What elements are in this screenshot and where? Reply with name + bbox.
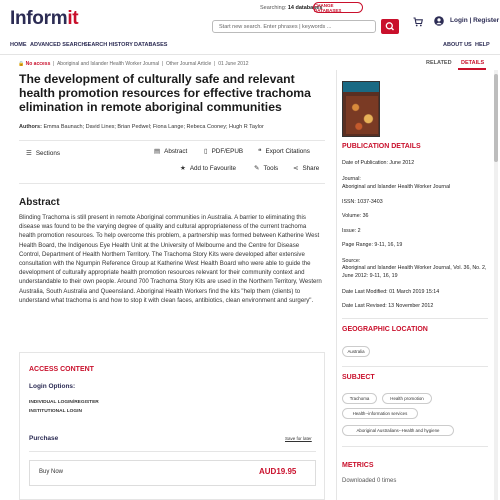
top-nav (0, 40, 500, 54)
nav-databases[interactable]: DATABASES (134, 42, 168, 48)
nav-search-history[interactable]: SEARCH HISTORY (84, 42, 133, 48)
divider (342, 366, 488, 367)
export-citations-button[interactable] (258, 147, 310, 155)
metrics-heading: METRICS (342, 462, 374, 469)
add-to-favourite-button[interactable] (180, 164, 236, 172)
source-label: Source: (342, 258, 361, 264)
buy-now-label: Buy Now (39, 469, 64, 475)
share-label: Share (302, 164, 320, 172)
tools-label: Tools (263, 164, 279, 172)
purchase-heading: Purchase (29, 435, 59, 442)
cart-icon[interactable] (413, 17, 423, 27)
page-range: Page Range: 9-11, 16, 19 (342, 242, 403, 248)
login-register-link[interactable]: Login | Register (450, 17, 500, 24)
quote-icon: ❝ (258, 148, 262, 155)
share-button[interactable] (293, 164, 319, 172)
save-for-later-link[interactable]: Save for later (285, 436, 312, 441)
abstract-text: Blinding Trachoma is still present in remote Aboriginal communities in Australia. A barrier to eliminating this disease was found to be the varying degree of quality and cultural appropriateness of the current trachoma health promotion resources. To help overcome this problem, a partnership was formed between Katherine West Health Board, the Indigenous Eye Health Unit at the University of Melbourne and the Centre for Disease Control, Department of Health Northern Territory. The Trachoma Story Kits were developed after extensive consultation with the Ngumpin Reference Group at Katherine West Health Board who were able to guide the development of culturally appropriate health promotion resources relevant for their community context and understandable to their own people. Around 700 Trachoma Story Kits are used in the Northern Territory, Western Australia, South Australia and Queensland. Aboriginal Health Workers find the kits "help them (clients) to understand what trachoma is and how to stop it with clean faces, antibiotics, clean environment and surgery". (19, 214, 322, 304)
tab-related[interactable]: RELATED (426, 60, 452, 66)
abstract-label: Abstract (164, 147, 188, 155)
document-icon: ▤ (154, 148, 161, 155)
searching-count: 14 databases (287, 5, 323, 11)
price: AUD19.95 (259, 467, 297, 476)
pdf-label: PDF/EPUB (211, 147, 244, 155)
subject-chip[interactable]: Health promotion (382, 393, 432, 404)
divider (342, 318, 488, 319)
authors (19, 124, 264, 130)
change-databases-button[interactable]: CHANGE DATABASES (313, 2, 363, 13)
nav-home[interactable]: HOME (10, 42, 27, 48)
subject-chip[interactable]: Health--information services (342, 408, 418, 419)
wrench-icon: ✎ (254, 165, 260, 172)
pdf-epub-button[interactable] (204, 147, 243, 155)
no-access-badge: No access (25, 61, 51, 67)
download-count: Downloaded 0 times (342, 478, 397, 484)
authors-label: Authors: (19, 124, 42, 130)
nav-divider (0, 54, 500, 55)
citations-label: Export Citations (265, 147, 310, 155)
user-icon (434, 16, 444, 26)
date-last-modified: Date Last Modified: 01 March 2019 15:14 (342, 289, 440, 295)
journal-label: Journal: (342, 176, 361, 182)
scrollbar-thumb[interactable] (494, 74, 498, 162)
authors-list[interactable]: Emma Baunach; David Lines; Brian Pedwel; Fiona Lange; Rebeca Cooney; Hugh R Taylor (43, 124, 264, 130)
issn: ISSN: 1037-3403 (342, 199, 383, 205)
subject-chip[interactable]: Trachoma (342, 393, 377, 404)
search-icon (381, 19, 399, 34)
file-icon: ▯ (204, 148, 208, 155)
breadcrumb: 🔒 No access | Aboriginal and Islander Health Worker Journal | Other Journal Article | 01 June 2012 (18, 61, 249, 67)
divider (19, 140, 325, 141)
geo-chip-australia[interactable]: Australia (342, 346, 370, 357)
source: Aboriginal and Islander Health Worker Journal, Vol. 36, No. 2, June 2012: 9-11, 16, 19 (342, 265, 487, 279)
informit-logo[interactable] (10, 8, 78, 30)
searching-label: Searching: (260, 5, 287, 11)
share-icon: ⋖ (293, 165, 299, 172)
logo-accent: it (67, 8, 79, 29)
date-last-revised: Date Last Revised: 13 November 2012 (342, 303, 434, 309)
article-title: The development of culturally safe and relevant health promotion resources for effective trachoma elimination in remote aboriginal communities (19, 72, 311, 114)
nav-about-us[interactable]: ABOUT US (443, 42, 472, 48)
sections-button[interactable] (26, 149, 60, 157)
nav-help[interactable]: HELP (475, 42, 490, 48)
nav-advanced-search[interactable]: ADVANCED SEARCH (30, 42, 86, 48)
journal-name[interactable]: Aboriginal and Islander Health Worker Journal (342, 184, 451, 190)
divider (19, 183, 325, 184)
date-of-publication: Date of Publication: June 2012 (342, 160, 415, 166)
login-options-heading: Login Options: (29, 383, 76, 390)
breadcrumb-date: 01 June 2012 (218, 61, 249, 67)
breadcrumb-type: Other Journal Article (166, 61, 212, 67)
access-content-title: ACCESS CONTENT (29, 366, 94, 373)
search-input[interactable]: Start new search. Enter phrases | keywords ... (212, 20, 376, 33)
geographic-location-heading: GEOGRAPHIC LOCATION (342, 326, 428, 333)
search-button[interactable] (381, 19, 399, 34)
issue: Issue: 2 (342, 228, 361, 234)
abstract-button[interactable] (154, 147, 187, 155)
star-icon: ★ (180, 165, 186, 172)
list-icon: ☰ (26, 150, 32, 157)
sections-label: Sections (35, 149, 60, 157)
institutional-login-link[interactable]: INSTITUTIONAL LOGIN (29, 409, 82, 414)
tab-details[interactable]: DETAILS (461, 60, 485, 66)
divider (342, 446, 488, 447)
individual-login-link[interactable]: INDIVIDUAL LOGIN/REGISTER (29, 400, 99, 405)
lock-icon: 🔒 (18, 61, 25, 67)
publication-details-heading: PUBLICATION DETAILS (342, 143, 421, 150)
subject-chip[interactable]: Aboriginal Australians--Health and hygiene (342, 425, 454, 436)
tools-button[interactable] (254, 164, 278, 172)
favourite-label: Add to Favourite (189, 164, 237, 172)
breadcrumb-journal[interactable]: Aboriginal and Islander Health Worker Journal (56, 61, 160, 67)
logo-text: Inform (10, 8, 68, 29)
volume: Volume: 36 (342, 213, 369, 219)
journal-cover-image (342, 81, 380, 137)
abstract-heading: Abstract (19, 197, 60, 208)
subject-heading: SUBJECT (342, 374, 375, 381)
divider (29, 451, 316, 452)
